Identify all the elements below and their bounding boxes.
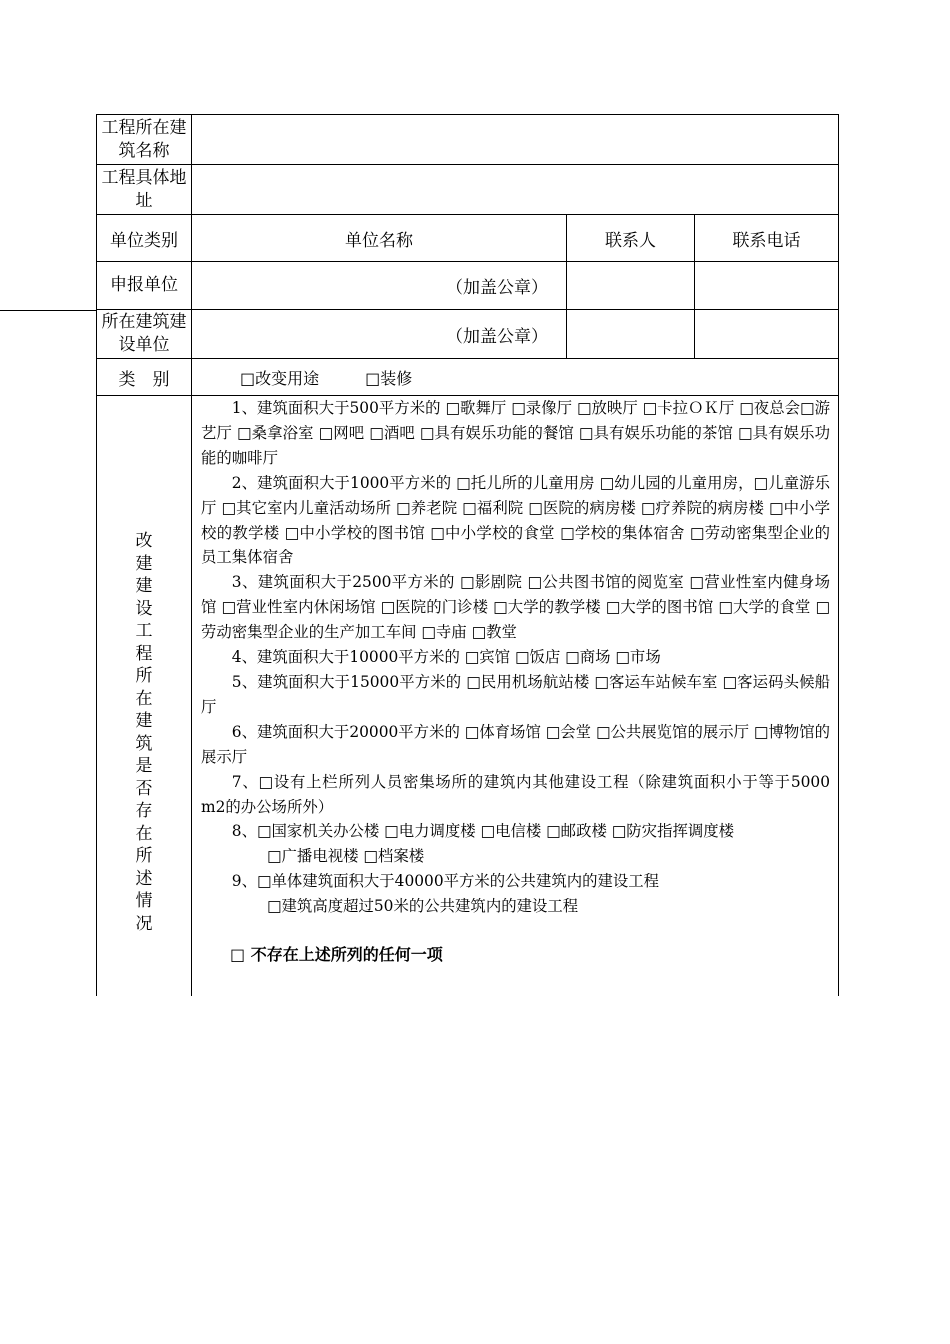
situation-item-9: 9、□单体建筑面积大于40000平方米的公共建筑内的建设工程 <box>231 872 660 891</box>
category-row <box>97 359 839 396</box>
address-label: 工程具体地址 <box>97 165 192 215</box>
building-name-label: 工程所在建筑名称 <box>97 115 192 165</box>
applicant-row <box>97 262 839 310</box>
header-row <box>97 215 839 262</box>
address-row <box>97 165 839 215</box>
change-use-checkbox[interactable]: □改变用途 <box>240 368 320 388</box>
situation-item-1: 1、建筑面积大于500平方米的 □歌舞厅 □录像厅 □放映厅 □卡拉ＯＫ厅 □夜总会□游艺厅 □桑拿浴室 □网吧 □酒吧 □具有娱乐功能的餐馆 □具有娱乐功能的茶馆 □具有娱乐功能的咖啡厅 <box>201 399 831 467</box>
builder-seal-note: （加盖公章） <box>192 310 567 359</box>
building-name-row <box>97 115 839 165</box>
situation-item-7: 7、□设有上栏所列人员密集场所的建筑内其他建设工程（除建筑面积小于等于5000 m2的办公场所外） <box>201 772 831 816</box>
situation-label: 改建建设工程所在建筑是否存在所述情况 <box>135 531 153 934</box>
address-input[interactable] <box>192 165 839 215</box>
category-label: 类 别 <box>97 359 192 396</box>
building-name-input[interactable] <box>192 115 839 165</box>
situation-label-cell <box>97 396 192 996</box>
contact-person-header: 联系人 <box>567 215 695 262</box>
applicant-contact-input[interactable] <box>567 262 695 310</box>
situation-item-4: 4、建筑面积大于10000平方米的 □宾馆 □饭店 □商场 □市场 <box>231 648 661 667</box>
contact-phone-header: 联系电话 <box>695 215 839 262</box>
builder-row <box>97 310 839 359</box>
applicant-label: 申报单位 <box>97 262 192 310</box>
margin-rule <box>0 310 97 311</box>
situation-item-8: 8、□国家机关办公楼 □电力调度楼 □电信楼 □邮政楼 □防灾指挥调度楼 <box>231 822 735 841</box>
situation-item-5: 5、建筑面积大于15000平方米的 □民用机场航站楼 □客运车站候车室 □客运码头候船厅 <box>201 672 831 716</box>
decoration-checkbox[interactable]: □装修 <box>365 368 413 388</box>
category-options <box>192 359 839 396</box>
builder-phone-input[interactable] <box>695 310 839 359</box>
unit-type-header: 单位类别 <box>97 215 192 262</box>
applicant-seal-note: （加盖公章） <box>192 262 567 310</box>
unit-name-header: 单位名称 <box>192 215 567 262</box>
situation-item-8-extra: □广播电视楼 □档案楼 <box>267 847 425 866</box>
situation-item-9-extra: □建筑高度超过50米的公共建筑内的建设工程 <box>267 897 579 916</box>
situation-content <box>192 396 839 996</box>
builder-label: 所在建筑建设单位 <box>97 310 192 359</box>
applicant-phone-input[interactable] <box>695 262 839 310</box>
situation-item-2: 2、建筑面积大于1000平方米的 □托儿所的儿童用房 □幼儿园的儿童用房，□儿童游乐厅 □其它室内儿童活动场所 □养老院 □福利院 □医院的病房楼 □疗养院的病房楼 □中小学校的教学楼 □中小学校的图书馆 □中小学校的食堂 □学校的集体宿舍 □劳动密集型企业的员工集体宿舍 <box>201 473 831 567</box>
none-of-above-checkbox[interactable]: □ 不存在上述所列的任何一项 <box>230 945 443 965</box>
application-form-table <box>96 114 839 996</box>
situation-row <box>97 396 839 996</box>
situation-item-6: 6、建筑面积大于20000平方米的 □体育场馆 □会堂 □公共展览馆的展示厅 □博物馆的展示厅 <box>201 722 831 766</box>
builder-contact-input[interactable] <box>567 310 695 359</box>
situation-item-3: 3、建筑面积大于2500平方米的 □影剧院 □公共图书馆的阅览室 □营业性室内健身场馆 □营业性室内休闲场馆 □医院的门诊楼 □大学的教学楼 □大学的图书馆 □大学的食堂 □劳动密集型企业的生产加工车间 □寺庙 □教堂 <box>201 573 831 642</box>
